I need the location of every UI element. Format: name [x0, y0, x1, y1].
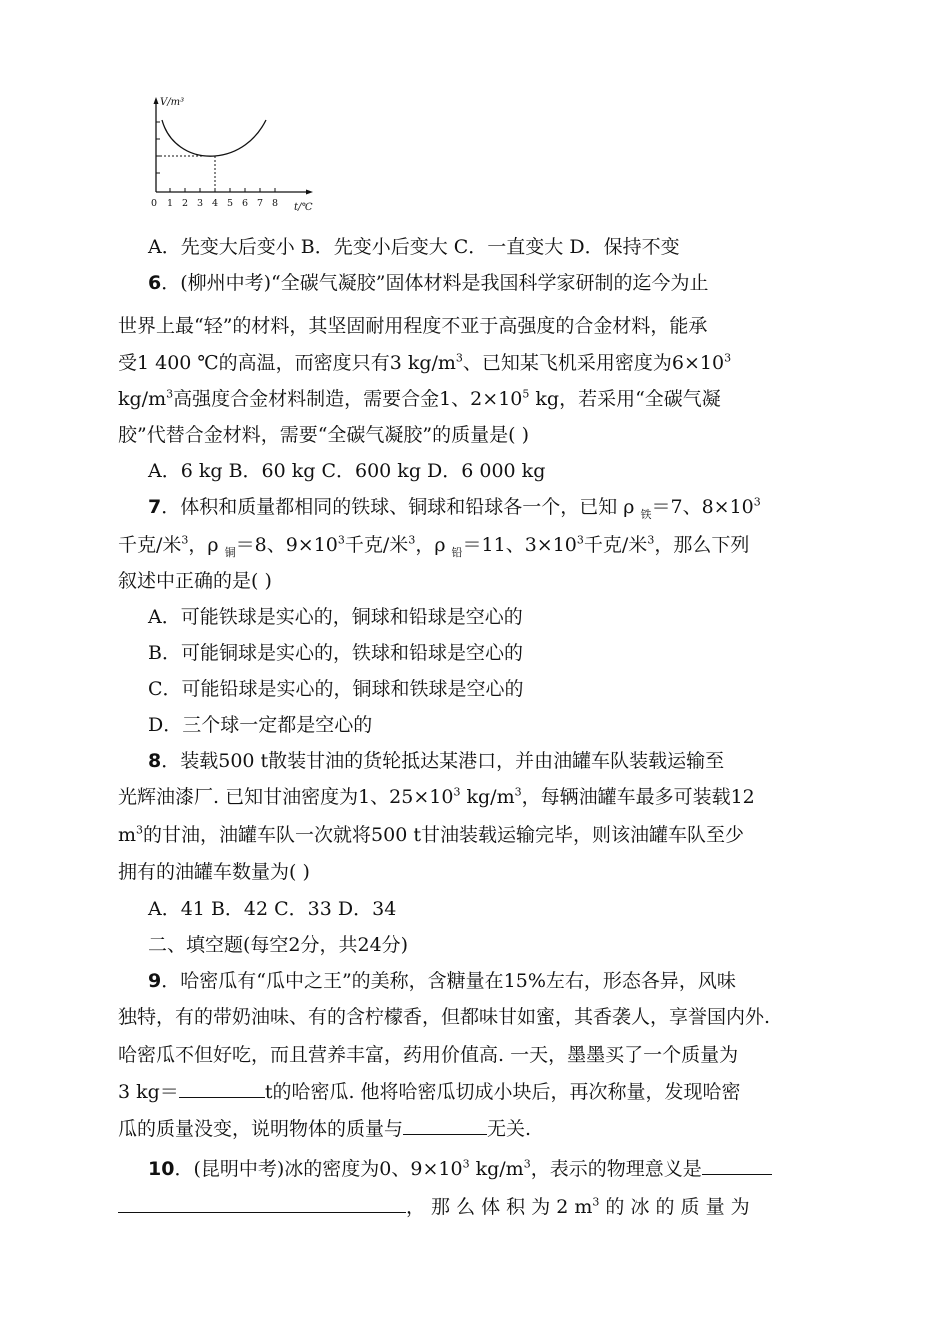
q8-line-4: 拥有的油罐车数量为( ) — [118, 861, 310, 883]
q8-line-2: 光辉油漆厂. 已知甘油密度为1、$25\times 10^3$ $kg/m^3$，每辆油罐车最多可装载12 — [118, 785, 755, 808]
q7-number: 7 — [148, 496, 162, 518]
q5-options: A．先变大后变小 B．先变小后变大 C．一直变大 D．保持不变 — [148, 236, 680, 258]
q6-line-5: 胶”代替合金材料，需要“全碳气凝胶”的质量是( ) — [118, 424, 530, 446]
q8-line-1: 8．装载500 t散装甘油的货轮抵达某港口，并由油罐车队装载运输至 — [148, 750, 725, 772]
svg-text:0: 0 — [150, 198, 158, 209]
q7-line-1: 7．体积和质量都相同的铁球、铜球和铅球各一个，已知 ρ $_铁$＝7、$8\times 10^3$ — [148, 495, 761, 521]
volume-curve — [162, 120, 266, 156]
q9-blank-1[interactable] — [179, 1079, 265, 1098]
q9-line-3: 哈密瓜不但好吃，而且营养丰富，药用价值高. 一天，墨墨买了一个质量为 — [118, 1044, 739, 1066]
svg-text:3: 3 — [196, 198, 204, 209]
q9-line-4: 3 kg＝ t的哈密瓜. 他将哈密瓜切成小块后，再次称量，发现哈密 — [118, 1081, 741, 1103]
q7-option-d: D．三个球一定都是空心的 — [148, 714, 373, 736]
x-tick-labels — [151, 198, 278, 209]
section-2-heading: 二、填空题(每空2分，共24分) — [148, 934, 409, 956]
q10-blank-1b[interactable] — [118, 1194, 406, 1213]
q9-line-2: 独特，有的带奶油味、有的含柠檬香，但都味甘如蜜，其香袭人，享誉国内外. — [118, 1006, 771, 1028]
svg-text:4: 4 — [211, 198, 219, 209]
q6-number: 6 — [148, 272, 162, 294]
q7-line-3: 叙述中正确的是( ) — [118, 570, 272, 592]
svg-text:6: 6 — [241, 198, 249, 209]
y-axis-label: V/m³ — [160, 97, 185, 108]
q10-blank-1a[interactable] — [702, 1156, 772, 1175]
svg-text:5: 5 — [226, 198, 234, 209]
volume-temperature-graph — [138, 92, 328, 222]
q7-option-c: C．可能铅球是实心的，铜球和铁球是空心的 — [148, 678, 524, 700]
q6-line-3: 受1 400 ℃的高温，而密度只有3 $kg/m^3$、已知某飞机采用密度为$6\times 10^3$ — [118, 351, 732, 374]
q7-line-2: 千克/米$^3$，ρ $_铜$＝8、$9\times 10^3$千克/米$^3$，ρ $_铅$＝11、$3\times 10^3$千克/米$^3$，那么下列 — [118, 533, 750, 559]
q7-option-a: A．可能铁球是实心的，铜球和铅球是空心的 — [148, 606, 523, 628]
q8-options: A．41 B．42 C．33 D．34 — [148, 898, 397, 920]
svg-text:1: 1 — [166, 198, 174, 209]
q10-line-2: ， 那 么 体 积 为 2 $m^3$ 的 冰 的 质 量 为 — [0, 1190, 950, 1224]
q9-blank-2[interactable] — [403, 1116, 487, 1135]
y-axis-arrow — [154, 97, 159, 104]
q8-line-3: $m^3$的甘油，油罐车队一次就将500 t甘油装载运输完毕，则该油罐车队至少 — [118, 823, 744, 846]
q7-option-b: B．可能铜球是实心的，铁球和铅球是空心的 — [148, 642, 523, 664]
x-axis-label: t/℃ — [294, 202, 313, 213]
q8-number: 8 — [148, 750, 162, 772]
q6-line-4: $kg/m^3$高强度合金材料制造，需要合金1、$2\times 10^5$ kg，若采用“全碳气凝 — [118, 387, 721, 410]
q6-options: A．6 kg B．60 kg C．600 kg D．6 000 kg — [148, 460, 546, 482]
q9-line-1: 9．哈密瓜有“瓜中之王”的美称，含糖量在15%左右，形态各异，风味 — [148, 970, 736, 992]
q9-line-5: 瓜的质量没变，说明物体的质量与 无关. — [118, 1118, 532, 1140]
svg-text:2: 2 — [181, 198, 189, 209]
q10-number: 10 — [148, 1158, 175, 1180]
x-axis-arrow — [306, 190, 313, 195]
q9-number: 9 — [148, 970, 162, 992]
q6-line-2: 世界上最“轻”的材料，其坚固耐用程度不亚于高强度的合金材料，能承 — [118, 315, 708, 337]
q6-line-1: 6．(柳州中考)“全碳气凝胶”固体材料是我国科学家研制的迄今为止 — [148, 272, 709, 294]
q10-line-1: 10．(昆明中考)冰的密度为0、$9\times 10^3$ $kg/m^3$，表示的物理意义是 — [0, 1152, 950, 1186]
svg-text:8: 8 — [271, 198, 279, 209]
svg-text:7: 7 — [256, 198, 264, 209]
